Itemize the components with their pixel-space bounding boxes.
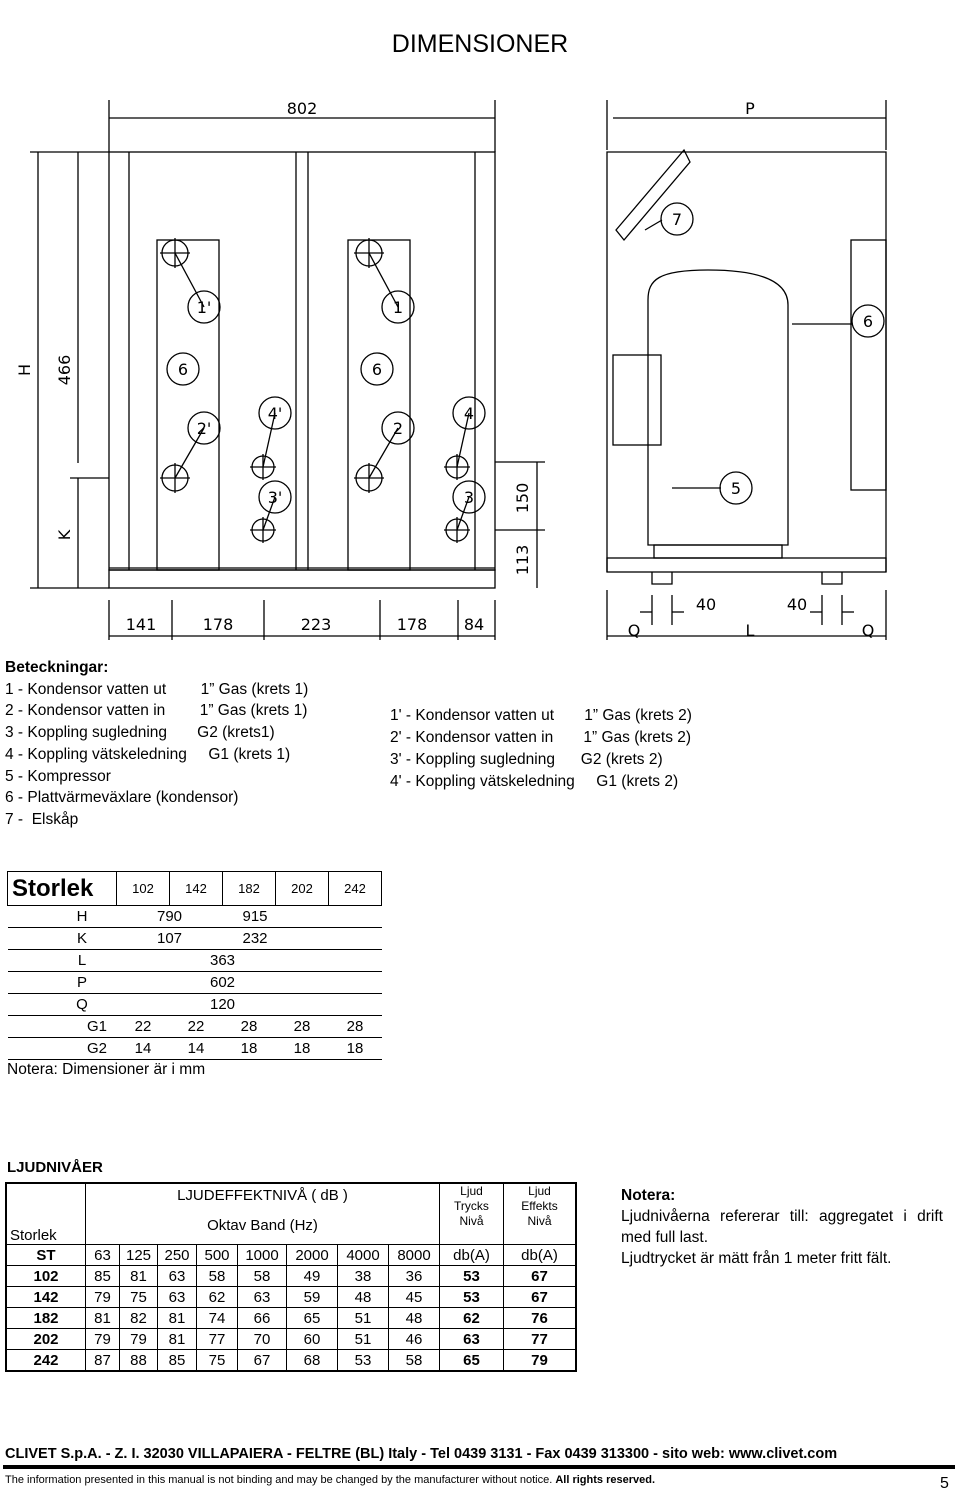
- freq-cell: 500: [197, 1245, 238, 1266]
- table-row: [6, 1329, 576, 1350]
- rights-text: All rights reserved.: [555, 1474, 655, 1486]
- cell: 18: [346, 1040, 364, 1057]
- cell: 53: [338, 1350, 389, 1372]
- cell: 81: [158, 1329, 197, 1350]
- power-header-line: Effekts: [521, 1199, 558, 1213]
- cell: 82: [120, 1308, 158, 1329]
- freq-cell: ST: [6, 1245, 86, 1266]
- cell: 60: [287, 1329, 338, 1350]
- cell: 49: [287, 1266, 338, 1287]
- cell: 22: [134, 1018, 152, 1035]
- freq-cell: 2000: [287, 1245, 338, 1266]
- disclaimer-text: The information presented in this manual is not binding and may be changed by the manufacturer without notice.: [5, 1474, 553, 1486]
- right-plate: [348, 240, 410, 570]
- pressure-header-line: Trycks: [454, 1199, 489, 1213]
- cell: 51: [338, 1308, 389, 1329]
- callout-label: 2': [196, 419, 212, 438]
- table-row: [6, 1308, 576, 1329]
- cell: 67: [504, 1266, 577, 1287]
- page-title: DIMENSIONER: [391, 30, 569, 58]
- cell: 51: [338, 1329, 389, 1350]
- sound-note-heading: Notera:: [621, 1187, 676, 1204]
- cell: 22: [187, 1018, 205, 1035]
- storlek-header: Storlek: [8, 872, 117, 906]
- legend-item: 7 - Elskåp: [5, 810, 79, 828]
- pressure-header-line: Ljud: [460, 1184, 483, 1198]
- cell: 28: [240, 1018, 258, 1035]
- cell: 79: [504, 1350, 577, 1372]
- cell: 46: [389, 1329, 440, 1350]
- page-number: 5: [940, 1475, 949, 1492]
- power-header-line: Ljud: [528, 1184, 551, 1198]
- cell: 48: [389, 1308, 440, 1329]
- dim-113: 113: [513, 544, 532, 576]
- cell: 28: [346, 1018, 364, 1035]
- freq-cell: 1000: [238, 1245, 287, 1266]
- right-dim: 40: [695, 595, 717, 614]
- cell: 74: [197, 1308, 238, 1329]
- cell: 36: [389, 1266, 440, 1287]
- table-row: [6, 1350, 576, 1372]
- table-row: [6, 1266, 576, 1287]
- freq-cell: 250: [158, 1245, 197, 1266]
- dim-width: 802: [286, 99, 318, 118]
- callout-label: 1: [392, 298, 404, 317]
- cell: 18: [293, 1040, 311, 1057]
- cell: 79: [120, 1329, 158, 1350]
- cell: 88: [120, 1350, 158, 1372]
- legend-item: 3 - Koppling sugledning G2 (krets1): [5, 724, 275, 742]
- storlek-label: Storlek: [6, 1183, 86, 1245]
- legend-item: 1 - Kondensor vatten ut 1” Gas (krets 1): [5, 680, 309, 698]
- row-label: H: [76, 908, 88, 925]
- sound-note: [621, 1185, 943, 1269]
- cell: 915: [242, 908, 268, 925]
- cell: 76: [504, 1308, 577, 1329]
- bottom-dim: 141: [125, 615, 157, 634]
- row-label: G1: [86, 1018, 107, 1035]
- legend-item: 6 - Plattvärmeväxlare (kondensor): [5, 789, 239, 807]
- right-letter: Q: [861, 621, 875, 640]
- dim-150: 150: [513, 482, 532, 514]
- sound-note-line: Ljudnivåerna refererar till: aggregatet i drift med full last.: [621, 1208, 943, 1246]
- technical-drawing: [0, 80, 960, 650]
- legend-item: 5 - Kompressor: [5, 767, 111, 785]
- callout-label: 4: [463, 404, 475, 423]
- dim-h-letter: H: [15, 363, 34, 377]
- cell: 81: [86, 1308, 120, 1329]
- legend-heading: Beteckningar:: [5, 659, 109, 676]
- cell: 58: [238, 1266, 287, 1287]
- size-header: 202: [276, 872, 329, 906]
- unit-base: [109, 570, 495, 588]
- cell: 63: [440, 1329, 504, 1350]
- cell: 62: [197, 1287, 238, 1308]
- freq-cell: 63: [86, 1245, 120, 1266]
- size-header: 182: [223, 872, 276, 906]
- cell: 142: [6, 1287, 86, 1308]
- cell: 53: [440, 1287, 504, 1308]
- row-label: G2: [86, 1040, 107, 1057]
- footer-company-text: CLIVET S.p.A. - Z. I. 32030 VILLAPAIERA - FELTRE (BL) Italy - Tel 0439 3131 - Fax 0439 313300 - sito web: www.clivet.com: [5, 1446, 838, 1462]
- row-label: K: [76, 930, 87, 947]
- cell: 67: [504, 1287, 577, 1308]
- cell: 232: [242, 930, 268, 947]
- legend-right: [390, 705, 692, 793]
- pressure-header: [440, 1183, 504, 1245]
- callout-label: 5: [730, 479, 742, 498]
- cell: 70: [238, 1329, 287, 1350]
- cell: 102: [6, 1266, 86, 1287]
- cell: 85: [158, 1350, 197, 1372]
- legend-item: 2' - Kondensor vatten in 1” Gas (krets 2): [390, 729, 692, 746]
- cell: 65: [287, 1308, 338, 1329]
- callout-label: 7: [671, 210, 683, 229]
- dim-p: P: [745, 99, 755, 118]
- row-label: L: [77, 952, 87, 969]
- footer-company: [5, 1446, 837, 1462]
- cell: 66: [238, 1308, 287, 1329]
- cell: 63: [158, 1266, 197, 1287]
- callout-label: 6: [862, 312, 874, 331]
- cell: 14: [187, 1040, 205, 1057]
- cell: 182: [6, 1308, 86, 1329]
- right-letter: L: [745, 621, 755, 640]
- sound-table: [5, 1182, 577, 1372]
- freq-cell: db(A): [440, 1245, 504, 1266]
- freq-cell: db(A): [504, 1245, 577, 1266]
- bottom-dim: 223: [300, 615, 332, 634]
- size-header: 102: [117, 872, 170, 906]
- cell: 107: [156, 930, 183, 947]
- cell: 28: [293, 1018, 311, 1035]
- band-title: LJUDEFFEKTNIVÅ ( dB ): [86, 1183, 440, 1206]
- table-row: [6, 1287, 576, 1308]
- legend-item: 2 - Kondensor vatten in 1” Gas (krets 1): [5, 702, 308, 720]
- cell: 77: [197, 1329, 238, 1350]
- cell: 79: [86, 1287, 120, 1308]
- cell: 45: [389, 1287, 440, 1308]
- callout-label: 3: [463, 488, 475, 507]
- size-header: 242: [329, 872, 382, 906]
- cell: 14: [134, 1040, 152, 1057]
- unit-side-frame: [607, 152, 886, 572]
- power-header: [504, 1183, 577, 1245]
- cell: 63: [158, 1287, 197, 1308]
- row-label: Q: [76, 996, 88, 1013]
- cell: 242: [6, 1350, 86, 1372]
- cell: 202: [6, 1329, 86, 1350]
- dimensions-note: Notera: Dimensioner är i mm: [7, 1061, 206, 1078]
- cell: 59: [287, 1287, 338, 1308]
- cell: 38: [338, 1266, 389, 1287]
- left-plate: [157, 240, 219, 570]
- cell: 63: [238, 1287, 287, 1308]
- cell: 75: [197, 1350, 238, 1372]
- cell: 48: [338, 1287, 389, 1308]
- sound-note-line: Ljudtrycket är mätt från 1 meter fritt fält.: [621, 1250, 892, 1267]
- cell: 68: [287, 1350, 338, 1372]
- legend-item: 3' - Koppling sugledning G2 (krets 2): [390, 751, 663, 768]
- dim-h-value: 466: [55, 354, 74, 386]
- legend-item: 4 - Koppling vätskeledning G1 (krets 1): [5, 745, 291, 763]
- footer-disclaimer: [5, 1474, 655, 1486]
- freq-cell: 8000: [389, 1245, 440, 1266]
- callout-label: 4': [267, 404, 283, 423]
- bottom-dim: 178: [202, 615, 234, 634]
- cell: 79: [86, 1329, 120, 1350]
- cell: 120: [209, 996, 236, 1013]
- right-letter: Q: [627, 621, 641, 640]
- cell: 58: [197, 1266, 238, 1287]
- cell: 363: [209, 952, 236, 969]
- power-header-line: Nivå: [527, 1214, 552, 1228]
- cell: 790: [156, 908, 183, 925]
- cell: 602: [209, 974, 236, 991]
- cell: 67: [238, 1350, 287, 1372]
- bottom-dim: 178: [396, 615, 428, 634]
- legend-item: 1' - Kondensor vatten ut 1” Gas (krets 2): [390, 707, 692, 724]
- compressor: [648, 270, 788, 545]
- cell: 58: [389, 1350, 440, 1372]
- cell: 77: [504, 1329, 577, 1350]
- cell: 81: [158, 1308, 197, 1329]
- cell: 62: [440, 1308, 504, 1329]
- cell: 87: [86, 1350, 120, 1372]
- callout-label: 6: [177, 360, 189, 379]
- cell: 81: [120, 1266, 158, 1287]
- callout-label: 2: [392, 419, 404, 438]
- dim-k-letter: K: [55, 529, 74, 541]
- cell: 18: [240, 1040, 258, 1057]
- legend-item: 4' - Koppling vätskeledning G1 (krets 2): [390, 773, 679, 790]
- sound-heading: LJUDNIVÅER: [7, 1159, 103, 1176]
- freq-cell: 4000: [338, 1245, 389, 1266]
- callout-label: 6: [371, 360, 383, 379]
- row-label: P: [76, 974, 87, 991]
- cell: 75: [120, 1287, 158, 1308]
- callout-label: 1': [196, 298, 212, 317]
- pressure-header-line: Nivå: [459, 1214, 484, 1228]
- freq-cell: 125: [120, 1245, 158, 1266]
- size-header: 142: [170, 872, 223, 906]
- bottom-dim: 84: [463, 615, 485, 634]
- callout-label: 3': [267, 488, 283, 507]
- legend-left: [5, 657, 308, 831]
- unit-front-frame: [109, 152, 495, 570]
- right-dim: 40: [786, 595, 808, 614]
- dimensions-table: [7, 871, 382, 1060]
- cell: 53: [440, 1266, 504, 1287]
- cell: 65: [440, 1350, 504, 1372]
- band-subtitle: Oktav Band (Hz): [86, 1206, 440, 1245]
- cell: 85: [86, 1266, 120, 1287]
- footer-rule: [3, 1465, 955, 1469]
